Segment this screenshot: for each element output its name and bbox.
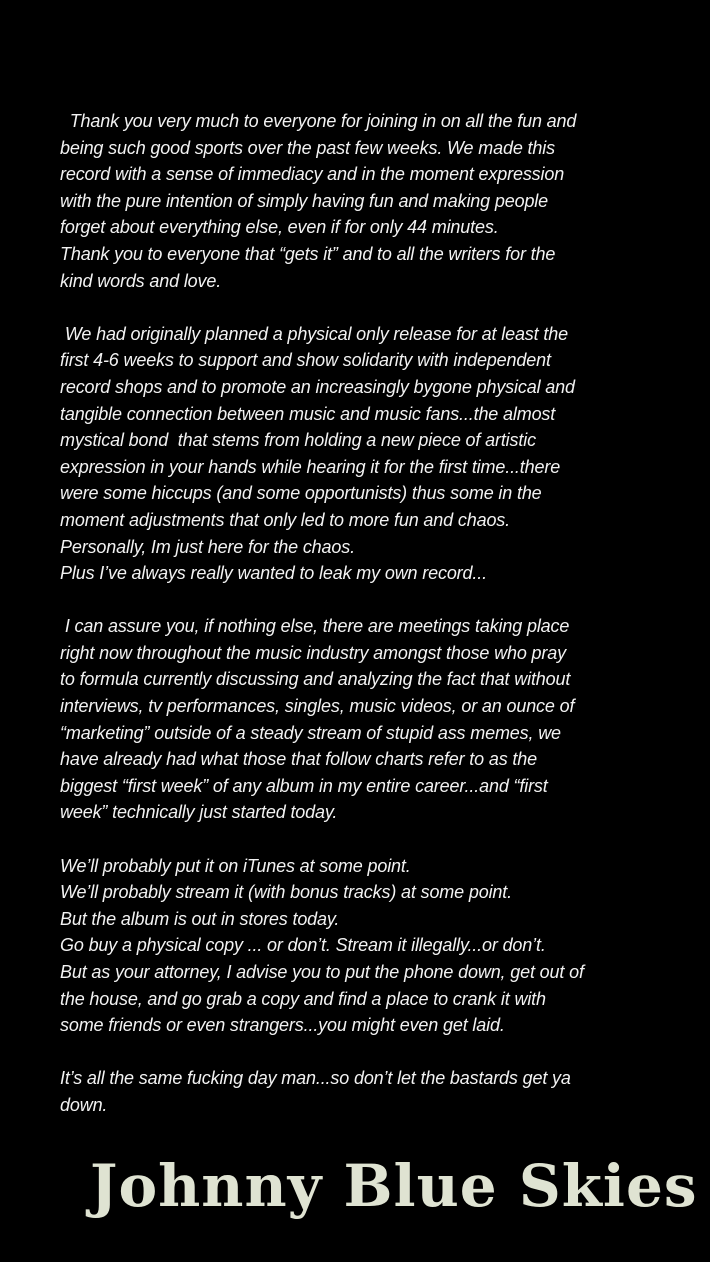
text-line: moment adjustments that only led to more fun and chaos. <box>60 509 511 530</box>
text-line: first 4-6 weeks to support and show solidarity with independent <box>60 350 551 371</box>
paragraph-4 <box>60 853 660 1039</box>
paragraph-3 <box>60 613 660 826</box>
text-line: Plus I’ve always really wanted to leak my own record... <box>60 563 487 584</box>
text-line: But the album is out in stores today. <box>60 908 340 929</box>
text-line: expression in your hands while hearing it for the first time...there <box>60 456 561 477</box>
letter-body <box>60 108 660 1145</box>
text-line: the house, and go grab a copy and find a place to crank it with <box>60 988 546 1009</box>
text-line: with the pure intention of simply having fun and making people <box>60 190 549 211</box>
text-line: Personally, Im just here for the chaos. <box>60 536 355 557</box>
text-line: I can assure you, if nothing else, there are meetings taking place <box>60 616 570 637</box>
text-line: biggest “first week” of any album in my entire career...and “first <box>60 775 548 796</box>
text-line: interviews, tv performances, singles, music videos, or an ounce of <box>60 696 575 717</box>
text-line: forget about everything else, even if for only 44 minutes. <box>60 217 499 238</box>
text-line: being such good sports over the past few weeks. We made this <box>60 137 555 158</box>
text-line: tangible connection between music and music fans...the almost <box>60 403 556 424</box>
text-line: right now throughout the music industry amongst those who pray <box>60 642 566 663</box>
text-line: Thank you to everyone that “gets it” and to all the writers for the <box>60 243 556 264</box>
text-line: some friends or even strangers...you might even get laid. <box>60 1015 505 1036</box>
text-line: It’s all the same fucking day man...so don’t let the bastards get ya <box>60 1068 571 1089</box>
text-line: record with a sense of immediacy and in the moment expression <box>60 164 565 185</box>
paragraph-2 <box>60 321 660 587</box>
text-line: down. <box>60 1094 108 1115</box>
text-line: have already had what those that follow charts refer to as the <box>60 749 537 770</box>
text-line: We had originally planned a physical only release for at least the <box>60 323 568 344</box>
paragraph-5 <box>60 1065 660 1118</box>
text-line: were some hiccups (and some opportunists) thus some in the <box>60 483 542 504</box>
text-line: to formula currently discussing and analyzing the fact that without <box>60 669 571 690</box>
text-line: We’ll probably put it on iTunes at some point. <box>60 855 411 876</box>
text-line: week” technically just started today. <box>60 802 338 823</box>
text-line: We’ll probably stream it (with bonus tracks) at some point. <box>60 882 512 903</box>
text-line: “marketing” outside of a steady stream of stupid ass memes, we <box>60 722 561 743</box>
text-line: kind words and love. <box>60 270 222 291</box>
text-line: Thank you very much to everyone for joining in on all the fun and <box>60 111 577 131</box>
text-line: mystical bond that stems from holding a new piece of artistic <box>60 430 536 451</box>
signature-logo: Johnny Blue Skies <box>90 1152 698 1220</box>
text-line: Go buy a physical copy ... or don’t. Stream it illegally...or don’t. <box>60 935 546 956</box>
paragraph-1 <box>60 108 660 294</box>
text-line: But as your attorney, I advise you to put the phone down, get out of <box>60 962 584 982</box>
text-line: record shops and to promote an increasingly bygone physical and <box>60 376 575 397</box>
